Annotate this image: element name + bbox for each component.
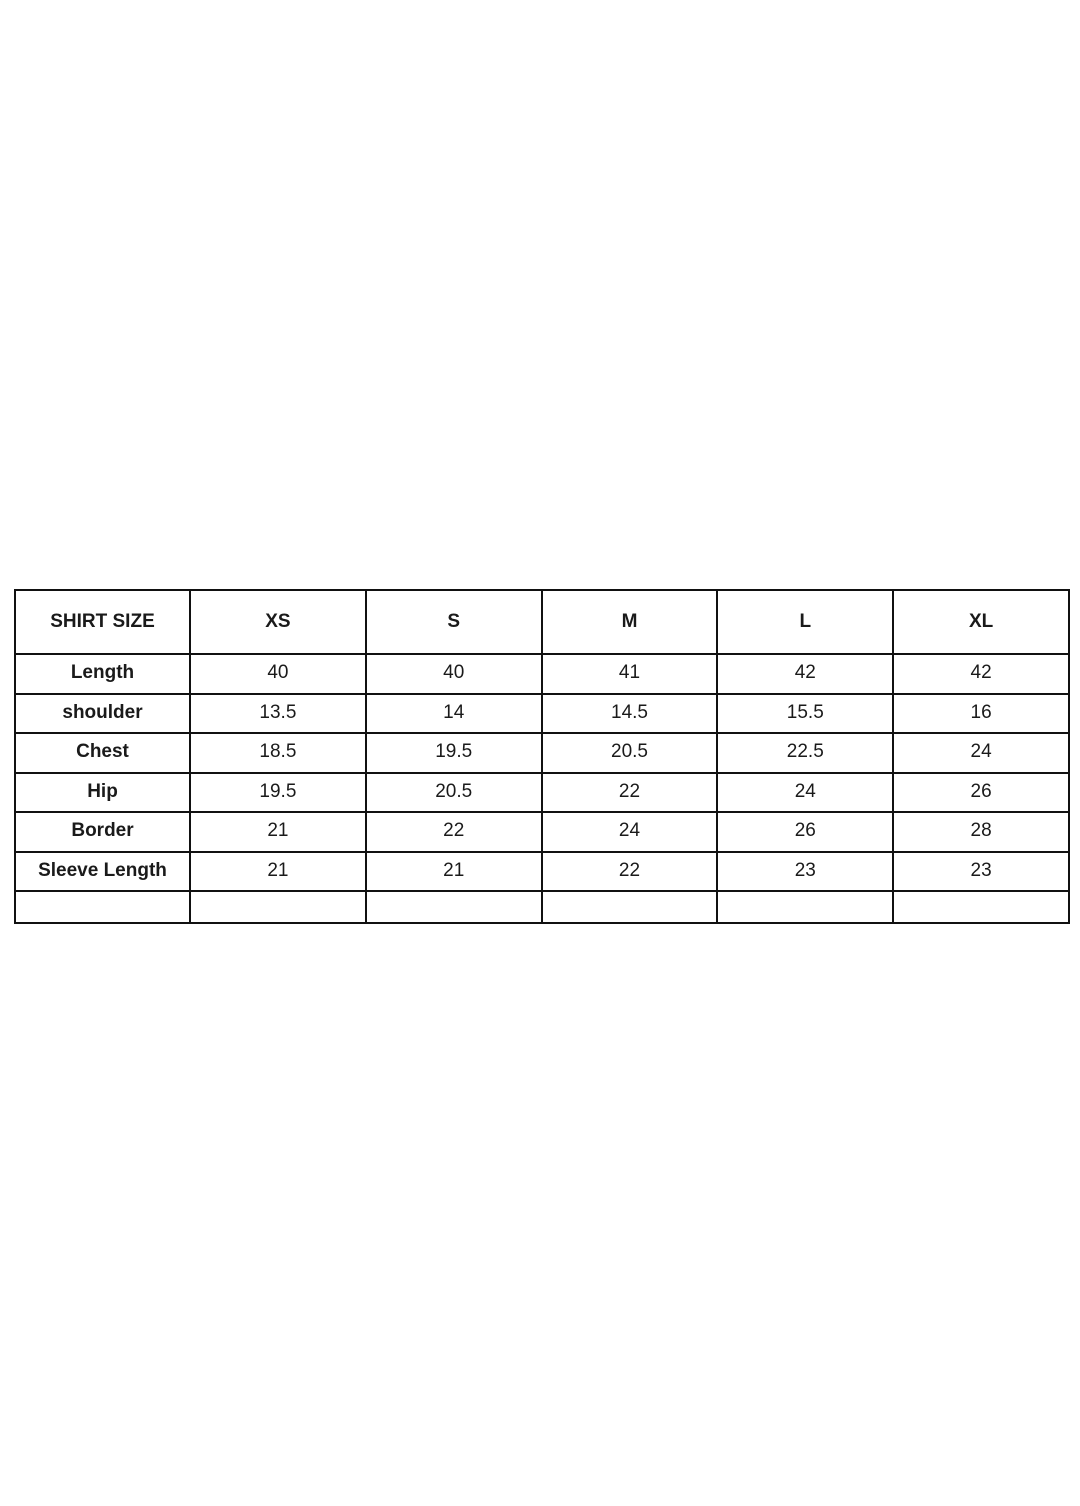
- header-cell-m: M: [542, 590, 718, 654]
- cell-shoulder-xs: 13.5: [190, 694, 366, 734]
- row-label-border: Border: [15, 812, 190, 852]
- cell-shoulder-s: 14: [366, 694, 542, 734]
- row-label-hip: Hip: [15, 773, 190, 813]
- cell-empty-s: [366, 891, 542, 923]
- cell-chest-l: 22.5: [717, 733, 893, 773]
- table-row-empty: [15, 891, 1069, 923]
- row-label-length: Length: [15, 654, 190, 694]
- cell-empty-l: [717, 891, 893, 923]
- cell-sleeve-length-l: 23: [717, 852, 893, 892]
- cell-shoulder-m: 14.5: [542, 694, 718, 734]
- table-row: [15, 852, 1069, 892]
- cell-length-s: 40: [366, 654, 542, 694]
- cell-chest-xl: 24: [893, 733, 1069, 773]
- row-label-sleeve-length: Sleeve Length: [15, 852, 190, 892]
- row-label-shoulder: shoulder: [15, 694, 190, 734]
- table-row: [15, 654, 1069, 694]
- cell-chest-xs: 18.5: [190, 733, 366, 773]
- cell-hip-l: 24: [717, 773, 893, 813]
- table-header-row: [15, 590, 1069, 654]
- cell-border-xs: 21: [190, 812, 366, 852]
- cell-length-xl: 42: [893, 654, 1069, 694]
- cell-sleeve-length-s: 21: [366, 852, 542, 892]
- header-cell-xs: XS: [190, 590, 366, 654]
- cell-border-l: 26: [717, 812, 893, 852]
- cell-hip-xs: 19.5: [190, 773, 366, 813]
- header-cell-l: L: [717, 590, 893, 654]
- cell-sleeve-length-m: 22: [542, 852, 718, 892]
- cell-hip-xl: 26: [893, 773, 1069, 813]
- cell-length-m: 41: [542, 654, 718, 694]
- cell-shoulder-l: 15.5: [717, 694, 893, 734]
- cell-hip-m: 22: [542, 773, 718, 813]
- cell-border-s: 22: [366, 812, 542, 852]
- table-row: [15, 694, 1069, 734]
- cell-chest-m: 20.5: [542, 733, 718, 773]
- cell-length-l: 42: [717, 654, 893, 694]
- cell-empty-xl: [893, 891, 1069, 923]
- table-row: [15, 773, 1069, 813]
- cell-empty-m: [542, 891, 718, 923]
- cell-sleeve-length-xs: 21: [190, 852, 366, 892]
- cell-hip-s: 20.5: [366, 773, 542, 813]
- cell-length-xs: 40: [190, 654, 366, 694]
- header-cell-xl: XL: [893, 590, 1069, 654]
- header-cell-shirt-size: SHIRT SIZE: [15, 590, 190, 654]
- size-chart-table: [14, 589, 1070, 924]
- cell-shoulder-xl: 16: [893, 694, 1069, 734]
- cell-border-m: 24: [542, 812, 718, 852]
- cell-sleeve-length-xl: 23: [893, 852, 1069, 892]
- cell-chest-s: 19.5: [366, 733, 542, 773]
- cell-border-xl: 28: [893, 812, 1069, 852]
- cell-empty-xs: [190, 891, 366, 923]
- table-row: [15, 812, 1069, 852]
- cell-empty-label: [15, 891, 190, 923]
- table-row: [15, 733, 1069, 773]
- header-cell-s: S: [366, 590, 542, 654]
- row-label-chest: Chest: [15, 733, 190, 773]
- size-chart-container: [14, 589, 1068, 924]
